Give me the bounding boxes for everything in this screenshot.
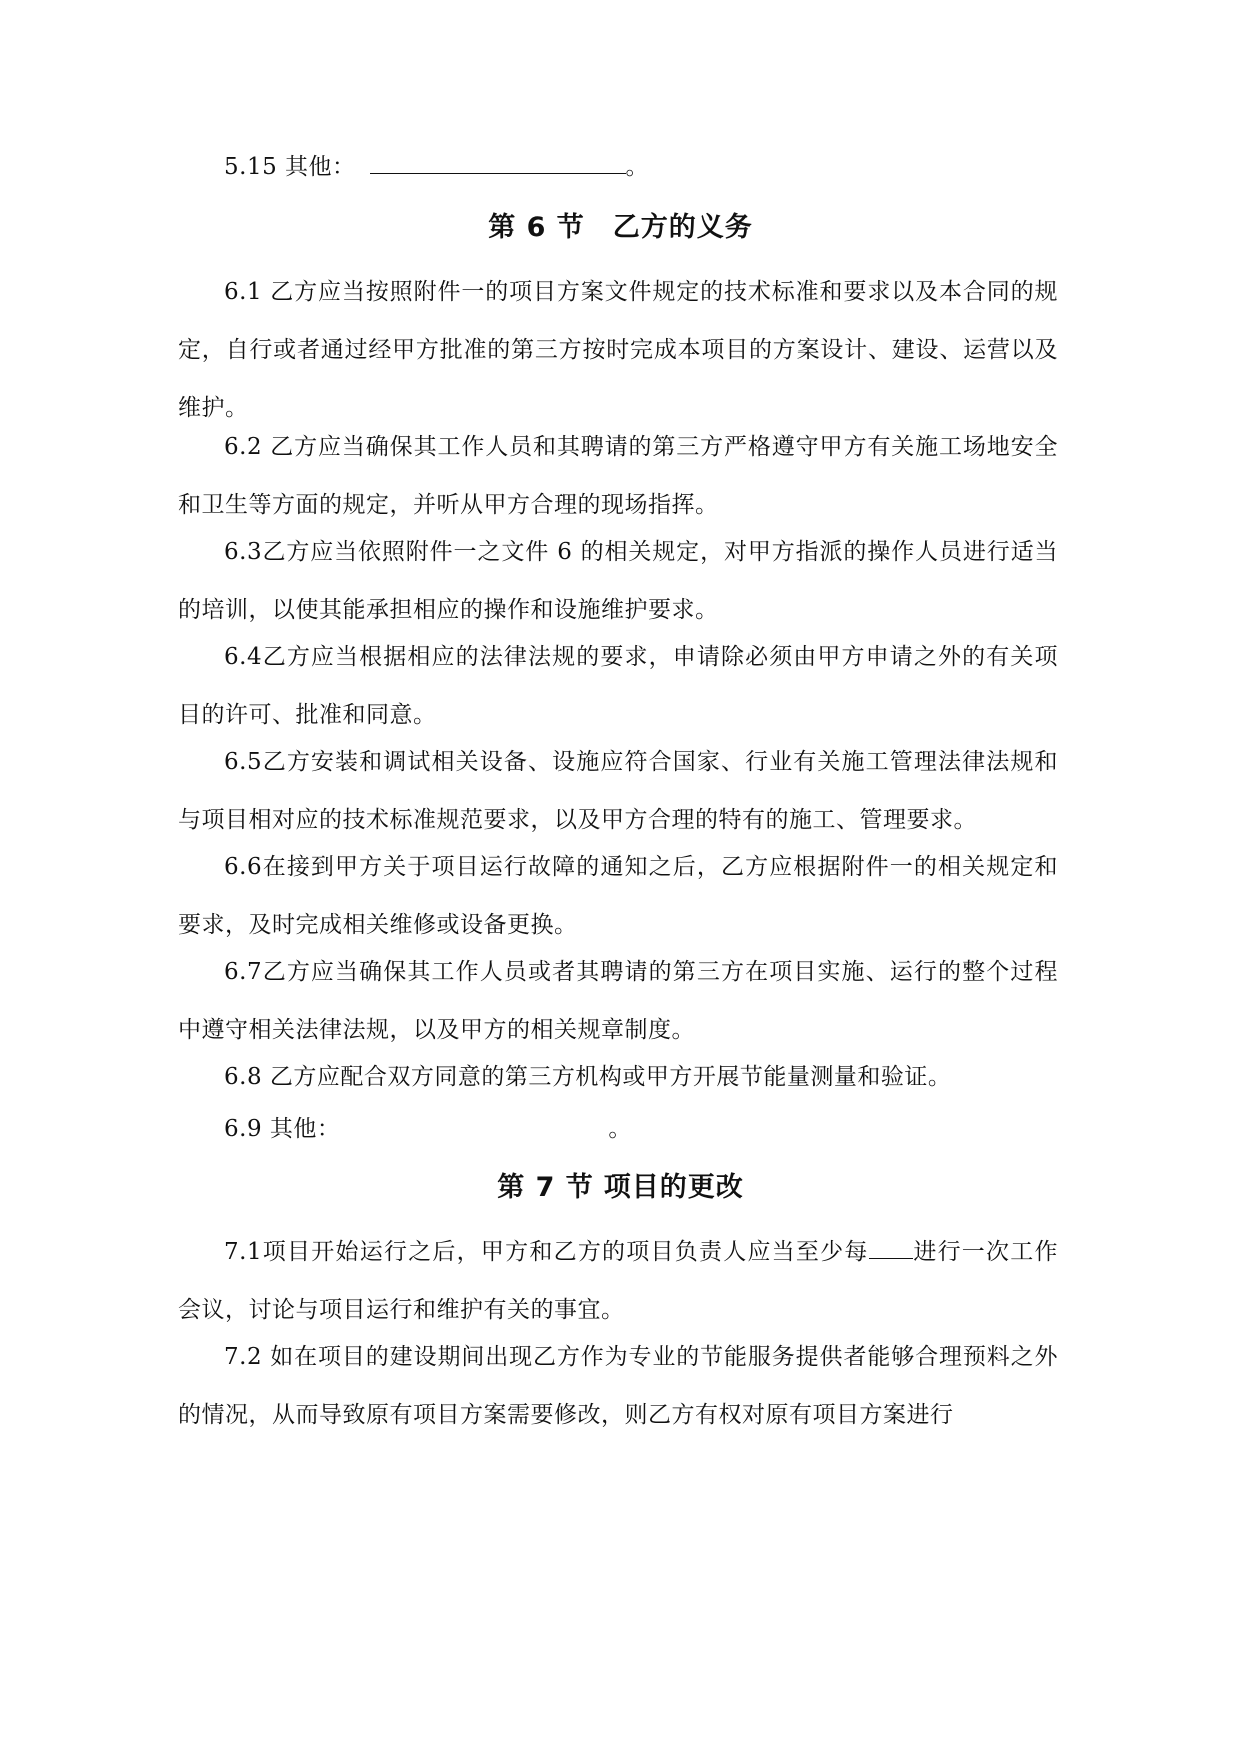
clause-6-2: 6.2 乙方应当确保其工作人员和其聘请的第三方严格遵守甲方有关施工场地安全和卫生等方面的规定，并听从甲方合理的现场指挥。 bbox=[178, 434, 1058, 518]
clause-6-7: 6.7乙方应当确保其工作人员或者其聘请的第三方在项目实施、运行的整个过程中遵守相关法律法规，以及甲方的相关规章制度。 bbox=[178, 959, 1058, 1043]
clause-6-6: 6.6在接到甲方关于项目运行故障的通知之后，乙方应根据附件一的相关规定和要求，及时完成相关维修或设备更换。 bbox=[178, 854, 1058, 938]
section-6-heading bbox=[0, 208, 1241, 248]
clause-6-4: 6.4乙方应当根据相应的法律法规的要求，申请除必须由甲方申请之外的有关项目的许可、批准和同意。 bbox=[178, 644, 1058, 728]
clause-7-2: 7.2 如在项目的建设期间出现乙方作为专业的节能服务提供者能够合理预料之外的情况，从而导致原有项目方案需要修改，则乙方有权对原有项目方案进行 bbox=[178, 1344, 1058, 1428]
clause-6-9-end: 。 bbox=[608, 1116, 632, 1142]
clause-5-15 bbox=[178, 138, 1058, 196]
clause-6-8: 6.8 乙方应配合双方同意的第三方机构或甲方开展节能量测量和验证。 bbox=[224, 1064, 952, 1090]
clause-6-3: 6.3乙方应当依照附件一之文件 6 的相关规定，对甲方指派的操作人员进行适当的培训，以使其能承担相应的操作和设施维护要求。 bbox=[178, 539, 1058, 623]
clause-6-9 bbox=[178, 1100, 1058, 1158]
section-6-number: 第 6 节 bbox=[488, 212, 585, 243]
section-6-title: 乙方的义务 bbox=[612, 212, 753, 243]
fill-in-blank[interactable] bbox=[340, 1113, 608, 1136]
clause-6-5: 6.5乙方安装和调试相关设备、设施应符合国家、行业有关施工管理法律法规和与项目相对应的技术标准规范要求，以及甲方合理的特有的施工、管理要求。 bbox=[178, 749, 1058, 833]
clause-5-15-label: 5.15 其他： bbox=[224, 154, 356, 180]
fill-in-blank[interactable] bbox=[869, 1235, 913, 1259]
clause-6-9-label: 6.9 其他： bbox=[224, 1116, 341, 1142]
clause-6-1: 6.1 乙方应当按照附件一的项目方案文件规定的技术标准和要求以及本合同的规定，自行或者通过经甲方批准的第三方按时完成本项目的方案设计、建设、运营以及维护。 bbox=[178, 279, 1058, 421]
clause-5-15-end: 。 bbox=[625, 154, 650, 180]
clause-7-1-text-before: 7.1项目开始运行之后，甲方和乙方的项目负责人应当至少每 bbox=[224, 1239, 869, 1265]
clause-7-1 bbox=[178, 1223, 1058, 1339]
section-7-heading bbox=[0, 1168, 1241, 1208]
section-7-title: 项目的更改 bbox=[603, 1172, 744, 1203]
fill-in-blank[interactable] bbox=[370, 150, 626, 174]
section-7-number: 第 7 节 bbox=[497, 1172, 594, 1203]
clause-7-1-text-after: 进行一次工作会议，讨论与项目运行和维护有关的事宜。 bbox=[178, 1239, 1059, 1323]
